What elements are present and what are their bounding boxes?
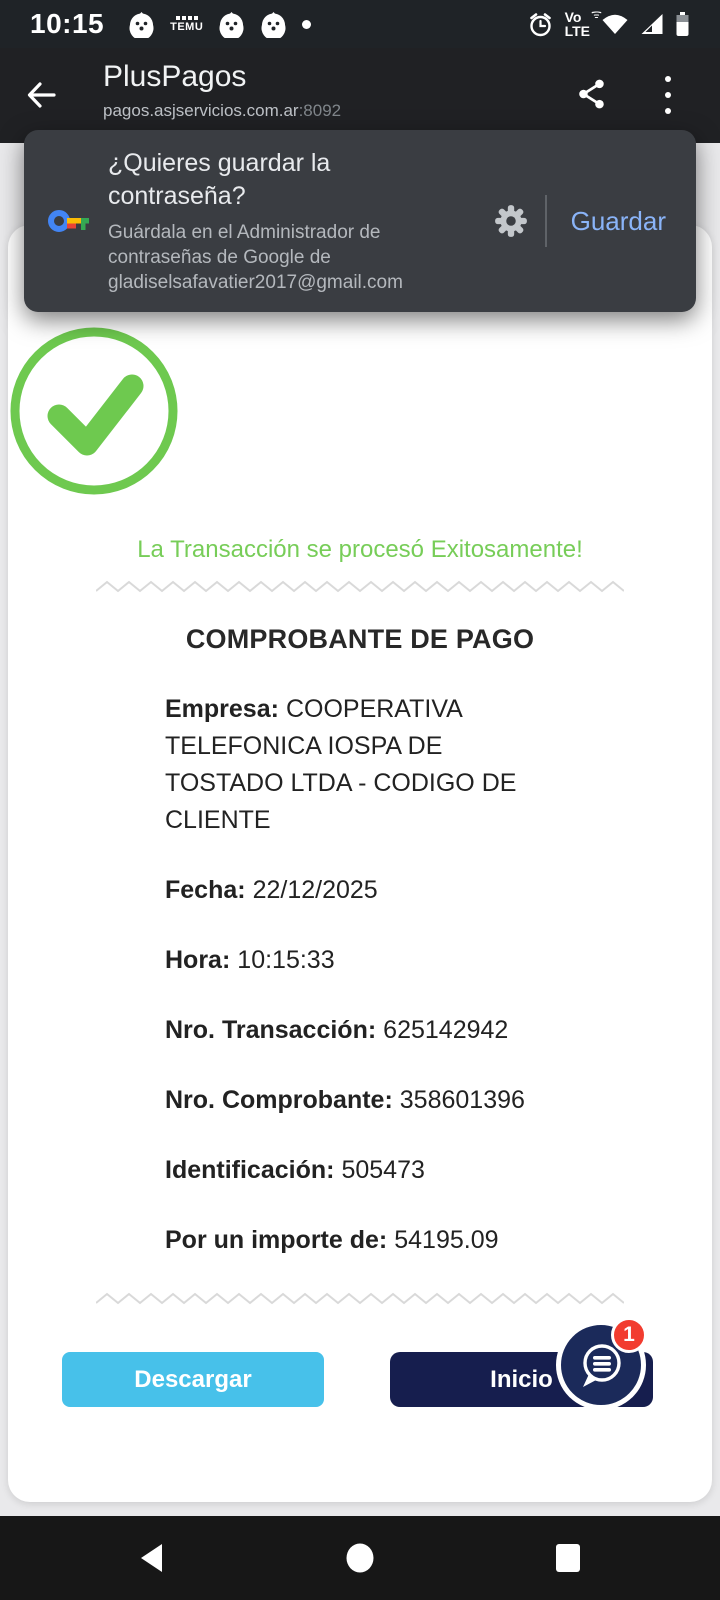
overflow-menu-icon[interactable] [658,76,678,114]
status-bar [0,0,720,48]
page-title: PlusPagos [103,60,247,93]
alarm-icon [527,11,554,38]
receipt-card [8,225,712,1502]
chat-app-notification-icon [128,11,155,38]
home-button[interactable]: Inicio [390,1352,653,1407]
receipt-details [165,691,563,1259]
field-nro-transaccion: Nro. Transacción: 625142942 [165,1016,509,1044]
nav-home-icon[interactable] [344,1542,376,1574]
google-password-manager-key-icon [48,206,90,236]
temu-notification-icon: TEMU [170,16,203,33]
dialog-text-block [108,147,493,295]
receipt-heading: COMPROBANTE DE PAGO [185,624,535,654]
overflow-dot-icon [302,20,311,29]
gear-icon[interactable] [493,203,529,239]
dialog-title: ¿Quieres guardar la contraseña? [108,149,331,210]
chat-app-notification-icon [260,11,287,38]
dialog-divider [545,195,547,247]
field-fecha: Fecha: 22/12/2025 [165,876,378,904]
field-nro-comprobante: Nro. Comprobante: 358601396 [165,1086,525,1114]
save-password-dialog [24,130,696,312]
system-status-icons [527,7,690,39]
page-title-block [103,60,341,121]
zigzag-divider [96,580,624,594]
wifi-icon [601,13,629,35]
android-nav-bar [0,1516,720,1600]
share-icon[interactable] [576,78,608,110]
save-password-button[interactable]: Guardar [565,206,672,237]
field-importe: Por un importe de: 54195.09 [165,1226,499,1254]
download-button[interactable]: Descargar [62,1352,324,1407]
page-url: pagos.asjservicios.com.ar:8092 [103,101,342,120]
volte-icon: Vo LTE ᯤ [564,7,602,39]
success-check-icon [8,325,180,497]
browser-app-bar [0,48,720,143]
clock-text: 10:15 [30,8,105,39]
field-empresa: Empresa: COOPERATIVA TELEFONICA IOSPA DE TOSTADO LTDA - CODIGO DE CLIENTE [165,695,517,834]
success-message: La Transacción se procesó Exitosamente! [137,536,583,563]
chat-fab-button[interactable] [556,1320,646,1410]
signal-icon [640,13,664,35]
notification-badge: 1 [611,1317,647,1353]
chat-app-notification-icon [218,11,245,38]
nav-recents-icon[interactable] [552,1542,584,1574]
back-arrow-icon[interactable] [24,78,58,112]
zigzag-divider [96,1292,624,1306]
field-hora: Hora: 10:15:33 [165,946,335,974]
field-identificacion: Identificación: 505473 [165,1156,425,1184]
battery-icon [675,10,690,38]
notification-icons [128,11,311,38]
nav-back-icon[interactable] [136,1542,168,1574]
dialog-body: Guárdala en el Administrador de contraseñas de Google de gladiselsafavatier2017@gmail.com [108,222,403,293]
url-port: :8092 [298,101,342,120]
